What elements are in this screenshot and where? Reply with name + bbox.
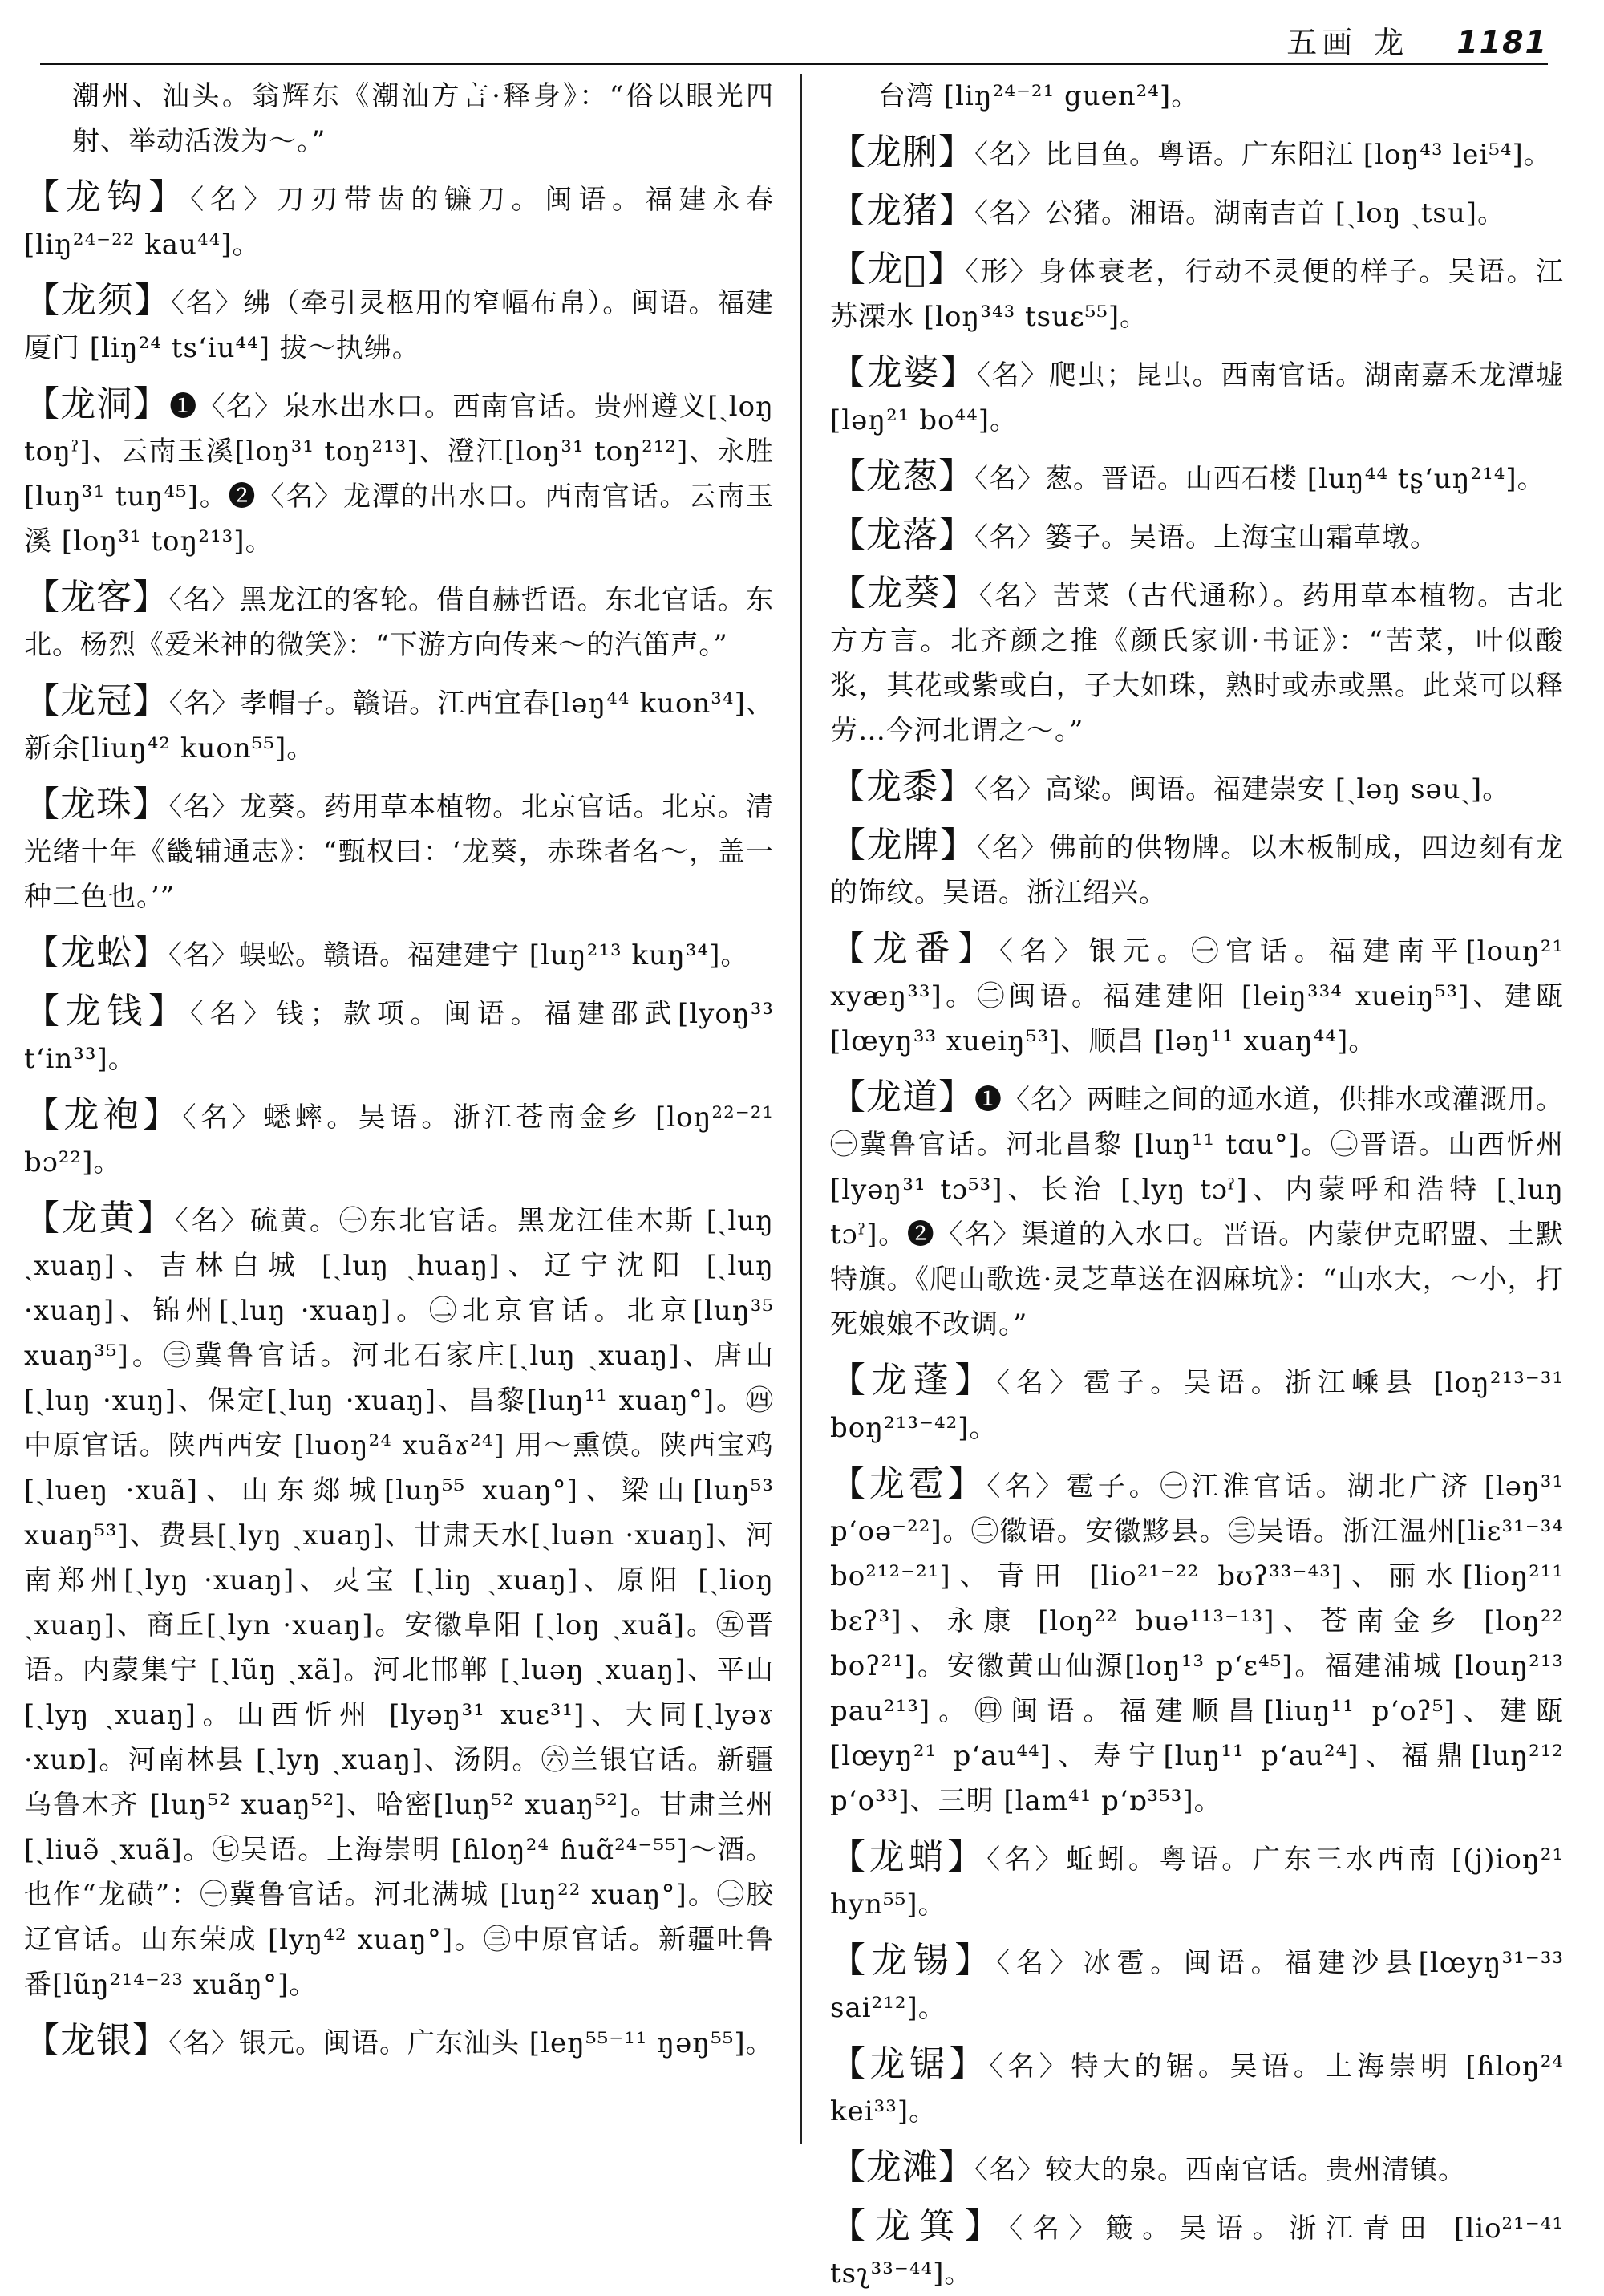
dictionary-entry <box>830 189 1564 236</box>
entry-headword: 【龙须】 <box>24 280 172 321</box>
entry-definition: 〈名〉龙葵。药用草本植物。北京官话。北京。清光绪十年《畿辅通志》：“甄权曰：‘龙葵，赤珠者名～，盖一种二色也。’” <box>24 791 775 913</box>
entry-headword: 【龙脷】 <box>830 132 974 172</box>
entry-definition: 〈名〉刀刃带齿的镰刀。闽语。福建永春 [liŋ²⁴⁻²² kau⁴⁴]。 <box>24 184 775 261</box>
dictionary-entry <box>24 175 774 267</box>
entry-definition: ❶〈名〉两畦之间的通水道，供排水或灌溉用。㊀冀鲁官话。河北昌黎 [luŋ¹¹ tɑu°]。㊁晋语。山西忻州 [lyəŋ³¹ tɔ⁵³]、长治 [ˏlyŋ tɔˀ]、内蒙呼和浩特 [ˏluŋ tɔˀ]。❷〈名〉渠道的入水口。晋语。内蒙伊克昭盟、土默特旗。《爬山歌选·灵芝草送在泅麻坑》：“山水大，～小，打死娘娘不改调。” <box>830 1084 1564 1341</box>
entry-headword: 【龙葵】 <box>830 573 979 614</box>
entry-headword: 【龙番】 <box>830 928 999 969</box>
entry-headword: 【龙雹】 <box>830 1463 987 1504</box>
entry-definition: 〈名〉特大的锯。吴语。上海崇明 [ɦloŋ²⁴ kei³³]。 <box>830 2051 1564 2128</box>
dictionary-entry <box>24 278 774 371</box>
stroke-count-label: 五画 <box>1286 25 1358 60</box>
dictionary-entry <box>830 1075 1564 1347</box>
entry-definition: 〈名〉冰雹。闽语。福建沙县[lœyŋ³¹⁻³³ sai²¹²]。 <box>830 1947 1565 2024</box>
entry-headword: 【龙冠】 <box>24 680 169 721</box>
entry-headword: 【龙客】 <box>24 577 169 618</box>
dictionary-entry <box>830 765 1564 812</box>
entry-headword: 【龙牌】 <box>830 825 977 866</box>
dictionary-entry <box>830 2042 1564 2134</box>
entry-headword: 【龙袍】 <box>24 1094 183 1135</box>
entry-headword: 【龙婆】 <box>830 352 977 393</box>
dictionary-entry <box>24 2018 774 2066</box>
index-character: 龙 <box>1373 25 1409 60</box>
entry-definition: 〈名〉黑龙江的客轮。借自赫哲语。东北官话。东北。杨烈《爱米神的微笑》：“下游方向传来～的汽笛声。” <box>24 584 775 661</box>
entry-definition: 〈名〉银元。㊀官话。福建南平[louŋ²¹ xyæŋ³³]。㊁闽语。福建建阳 [leiŋ³³⁴ xueiŋ⁵³]、建瓯[lœyŋ³³ xueiŋ⁵³]、顺昌 [ləŋ¹¹ xuaŋ⁴⁴]。 <box>830 935 1564 1057</box>
entry-headword: 【龙道】 <box>830 1077 974 1118</box>
dictionary-entry <box>24 382 774 564</box>
entry-definition: 〈名〉蟋蟀。吴语。浙江苍南金乡 [loŋ²²⁻²¹ bɔ²²]。 <box>24 1101 775 1178</box>
entry-definition: 〈形〉身体衰老，行动不灵便的样子。吴语。江苏溧水 [loŋ³⁴³ tsuɛ⁵⁵]。 <box>830 256 1564 333</box>
entry-definition: 〈名〉较大的泉。西南官话。贵州清镇。 <box>974 2154 1466 2186</box>
dictionary-entry <box>24 989 774 1081</box>
dictionary-entry-continuation <box>830 74 1564 119</box>
left-column <box>24 74 774 2152</box>
entry-headword: 【龙蓬】 <box>830 1360 997 1401</box>
dictionary-entry <box>830 247 1564 339</box>
dictionary-entry <box>24 1196 774 2007</box>
entry-definition: 〈名〉雹子。㊀江淮官话。湖北广济 [ləŋ³¹ p‘oə⁻²²]。㊁徽语。安徽黟县。㊂吴语。浙江温州[liɛ³¹⁻³⁴ bo²¹²⁻²¹]、青田 [lio²¹⁻²² bʊʔ³³⁻⁴³]、丽水[lioŋ²¹¹ bɛʔ³]、永康 [loŋ²² buə¹¹³⁻¹³]、苍南金乡 [loŋ²² boʔ²¹]。安徽黄山仙源[loŋ¹³ p‘ɛ⁴⁵]。福建浦城 [louŋ²¹³ pau²¹³]。㊃闽语。福建顺昌[liuŋ¹¹ p‘oʔ⁵]、建瓯 [lœyŋ²¹ p‘au⁴⁴]、寿宁[luŋ¹¹ p‘au²⁴]、福鼎[luŋ²¹² p‘o³³]、三明 [lam⁴¹ p‘ɒ³⁵³]。 <box>830 1470 1564 1817</box>
dictionary-entry <box>830 2145 1564 2193</box>
entry-definition: 〈名〉比目鱼。粤语。广东阳江 [loŋ⁴³ lei⁵⁴]。 <box>974 139 1552 171</box>
entry-definition: 〈名〉苦菜（古代通称）。药用草本植物。古北方方言。北齐颜之推《颜氏家训·书证》：“苦菜，叶似酸浆，其花或紫或白，子大如珠，熟时或赤或黑。此菜可以释劳…今河北谓之～。” <box>830 580 1565 747</box>
dictionary-entry <box>830 1462 1564 1823</box>
entry-headword: 【龙黄】 <box>24 1198 175 1239</box>
dictionary-entry <box>830 130 1564 177</box>
entry-definition: 〈名〉佛前的供物牌。以木板制成，四边刻有龙的饰纹。吴语。浙江绍兴。 <box>830 832 1565 909</box>
entry-definition: 〈名〉公猪。湘语。湖南吉首 [ˏloŋ ˏtsu]。 <box>974 197 1506 229</box>
entry-definition: 〈名〉爬虫；昆虫。西南官话。湖南嘉禾龙潭墟 [ləŋ²¹ bo⁴⁴]。 <box>830 359 1565 436</box>
page-number: 1181 <box>1456 25 1548 60</box>
dictionary-entry <box>24 931 774 978</box>
entry-definition: 〈名〉高粱。闽语。福建崇安 [ˏləŋ səuˏ]。 <box>974 773 1511 805</box>
entry-definition: 〈名〉钱；款项。闽语。福建邵武[lyoŋ³³ t‘in³³]。 <box>24 998 774 1075</box>
entry-definition: 〈名〉簸。吴语。浙江青田 [lio²¹⁻⁴¹ tsʅ³³⁻⁴⁴]。 <box>830 2213 1565 2290</box>
entry-headword: 【龙蛸】 <box>830 1836 987 1877</box>
entry-definition: 〈名〉葱。晋语。山西石楼 [luŋ⁴⁴ tʂ‘uŋ²¹⁴]。 <box>974 463 1545 495</box>
entry-headword: 【龙银】 <box>24 2020 168 2061</box>
entry-headword: 【龙洞】 <box>24 383 170 424</box>
right-column <box>830 74 1565 2290</box>
dictionary-entry <box>24 1093 774 1185</box>
entry-headword: 【龙滩】 <box>830 2147 974 2188</box>
dictionary-entry <box>830 927 1564 1064</box>
header-rule <box>40 63 1548 65</box>
dictionary-entry <box>830 351 1564 443</box>
entry-headword: 【龙锡】 <box>830 1940 997 1981</box>
entry-headword: 【龙钩】 <box>24 176 191 217</box>
entry-definition: 〈名〉篓子。吴语。上海宝山霜草墩。 <box>974 521 1438 554</box>
entry-headword: 【龙落】 <box>830 514 974 555</box>
page-header <box>48 18 1548 66</box>
entry-definition: 〈名〉蚯蚓。粤语。广东三水西南 [(j)ioŋ²¹ hyn⁵⁵]。 <box>830 1844 1564 1921</box>
dictionary-entry <box>830 2204 1564 2296</box>
entry-definition: 〈名〉孝帽子。赣语。江西宜春[ləŋ⁴⁴ kuon³⁴]、新余[liuŋ⁴² kuon⁵⁵]。 <box>24 688 775 765</box>
dictionary-entry <box>830 454 1564 501</box>
entry-headword: 【龙箕】 <box>830 2205 1010 2246</box>
entry-definition: 〈名〉蜈蚣。赣语。福建建宁 [luŋ²¹³ kuŋ³⁴]。 <box>168 939 749 972</box>
entry-headword: 【龙珠】 <box>24 784 169 825</box>
entry-definition: ❶〈名〉泉水出水口。西南官话。贵州遵义[ˏloŋ toŋˀ]、云南玉溪[loŋ³¹ toŋ²¹³]、澄江[loŋ³¹ toŋ²¹²]、永胜 [luŋ³¹ tuŋ⁴⁵]。❷〈名〉龙潭的出水口。西南官话。云南玉溪 [loŋ³¹ toŋ²¹³]。 <box>24 391 775 558</box>
entry-headword: 【龙黍】 <box>830 766 974 807</box>
entry-headword: 【龙𪔵】 <box>830 249 966 290</box>
dictionary-entry <box>830 1938 1564 2030</box>
dictionary-entry-continuation <box>24 74 774 164</box>
entry-headword: 【龙葱】 <box>830 456 974 497</box>
dictionary-entry <box>830 513 1564 560</box>
entry-definition: 潮州、汕头。翁辉东《潮汕方言·释身》：“俗以眼光四射、举动活泼为～。” <box>72 80 774 157</box>
entry-headword: 【龙钱】 <box>24 991 190 1032</box>
dictionary-entry <box>830 1835 1564 1927</box>
entry-definition: 〈名〉银元。闽语。广东汕头 [leŋ⁵⁵⁻¹¹ ŋəŋ⁵⁵]。 <box>168 2027 774 2059</box>
dictionary-entry <box>24 575 774 667</box>
dictionary-entry <box>24 782 774 919</box>
entry-definition: 台湾 [liŋ²⁴⁻²¹ guen²⁴]。 <box>878 80 1200 112</box>
entry-definition: 〈名〉绋（牵引灵柩用的窄幅布帛）。闽语。福建厦门 [liŋ²⁴ ts‘iu⁴⁴] 拔～执绋。 <box>24 287 775 364</box>
dictionary-entry <box>24 679 774 771</box>
column-divider <box>800 74 802 2144</box>
dictionary-entry <box>830 571 1564 753</box>
entry-headword: 【龙蚣】 <box>24 932 168 973</box>
running-head <box>1286 18 1548 62</box>
dictionary-entry <box>830 1358 1564 1450</box>
entry-headword: 【龙锯】 <box>830 2043 990 2084</box>
entry-definition: 〈名〉硫黄。㊀东北官话。黑龙江佳木斯 [ˏluŋ ˏxuaŋ]、吉林白城 [ˏluŋ ˏhuaŋ]、辽宁沈阳 [ˏluŋ ·xuaŋ]、锦州[ˏluŋ ·xuaŋ]。㊁北京官话。北京[luŋ³⁵ xuaŋ³⁵]。㊂冀鲁官话。河北石家庄[ˏluŋ ˏxuaŋ]、唐山[ˏluŋ ·xuŋ]、保定[ˏluŋ ·xuaŋ]、昌黎[luŋ¹¹ xuaŋ°]。㊃中原官话。陕西西安 [luoŋ²⁴ xuãɤ²⁴] 用～熏馍。陕西宝鸡[ˏlueŋ ·xuã]、山东郯城[luŋ⁵⁵ xuaŋ°]、梁山[luŋ⁵³ xuaŋ⁵³]、费县[ˏlyŋ ˏxuaŋ]、甘肃天水[ˏluən ·xuaŋ]、河南郑州[ˏlyŋ ·xuaŋ]、灵宝 [ˏliŋ ˏxuaŋ]、原阳 [ˏlioŋ ˏxuaŋ]、商丘[ˏlyn ·xuaŋ]。安徽阜阳 [ˏloŋ ˏxuã]。㊄晋语。内蒙集宁 [ˏlũŋ ˏxã]。河北邯郸 [ˏluəŋ ˏxuaŋ]、平山 [ˏlyŋ ˏxuaŋ]。山西忻州 [lyəŋ³¹ xuɛ³¹]、大同[ˏlyəɤ ·xuɒ]。河南林县 [ˏlyŋ ˏxuaŋ]、汤阴。㊅兰银官话。新疆乌鲁木齐 [luŋ⁵² xuaŋ⁵²]、哈密[luŋ⁵² xuaŋ⁵²]。甘肃兰州 [ˏliuə̃ ˏxuã]。㊆吴语。上海崇明 [ɦloŋ²⁴ ɦuɑ̃²⁴⁻⁵⁵]～酒。也作“龙磺”：㊀冀鲁官话。河北满城 [luŋ²² xuaŋ°]。㊁胶辽官话。山东荣成 [lyŋ⁴² xuaŋ°]。㊂中原官话。新疆吐鲁番[lũŋ²¹⁴⁻²³ xuãŋ°]。 <box>24 1205 775 2001</box>
dictionary-entry <box>830 823 1564 915</box>
entry-definition: 〈名〉雹子。吴语。浙江嵊县 [loŋ²¹³⁻³¹ boŋ²¹³⁻⁴²]。 <box>830 1367 1564 1444</box>
entry-headword: 【龙猪】 <box>830 190 974 231</box>
